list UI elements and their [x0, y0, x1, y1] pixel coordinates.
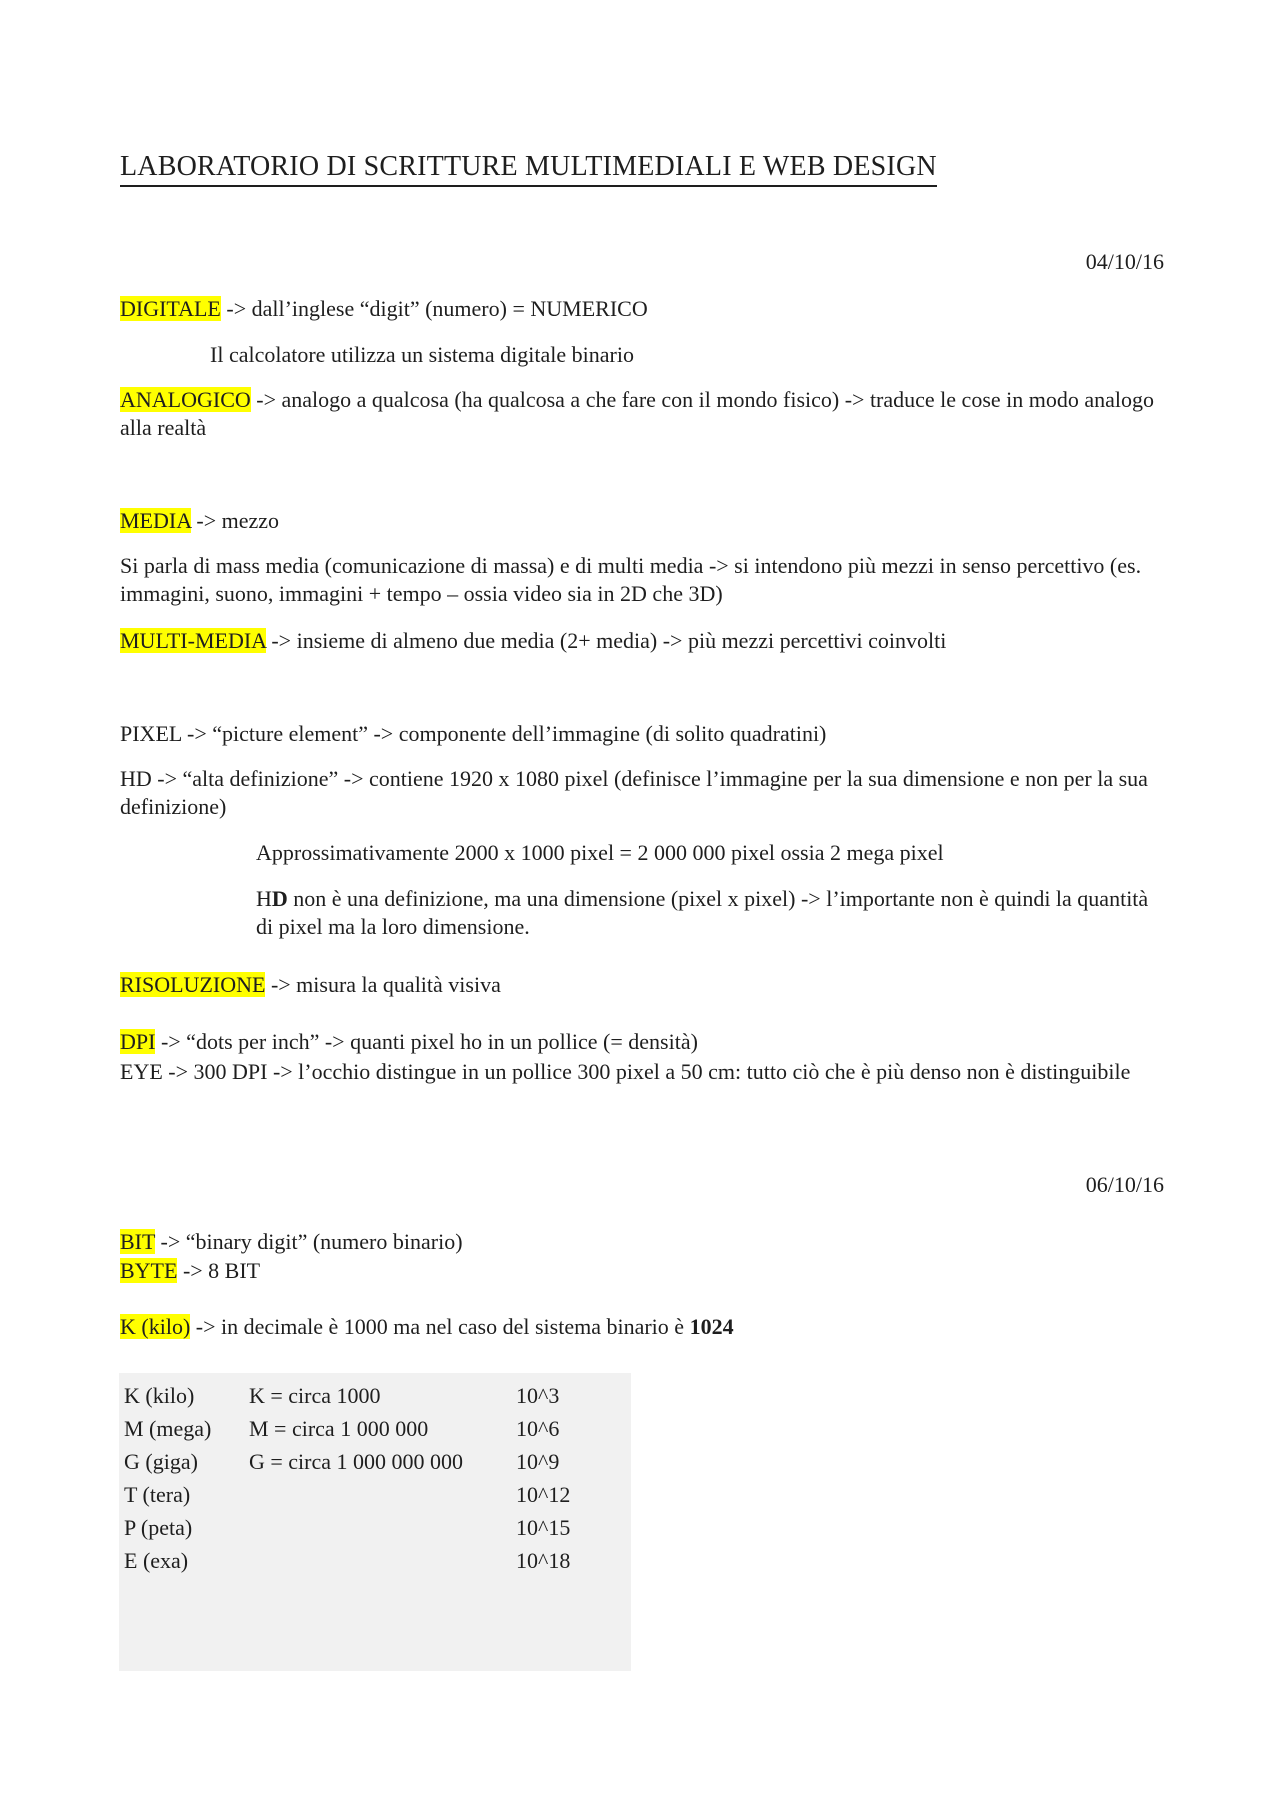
- unit-name: T (tera): [124, 1482, 191, 1507]
- unit-power: 10^12: [516, 1482, 571, 1507]
- def-eye: EYE -> 300 DPI -> l’occhio distingue in un pollice 300 pixel a 50 cm: tutto ciò che è più denso non è distinguibile: [120, 1059, 1131, 1084]
- def-analogico: [120, 386, 1164, 442]
- hd-note-text: non è una definizione, ma una dimensione (pixel x pixel) -> l’importante non è quindi la quantità di pixel ma la loro dimensione.: [256, 886, 1149, 939]
- term-byte: BYTE: [120, 1258, 178, 1283]
- table-row: [119, 1445, 570, 1478]
- def-dpi: [120, 1028, 1164, 1056]
- digitale-note: Il calcolatore utilizza un sistema digitale binario: [210, 342, 634, 367]
- term-digitale: DIGITALE: [120, 296, 221, 321]
- def-digitale: [120, 295, 1164, 323]
- def-media-text: -> mezzo: [190, 508, 280, 533]
- def-digitale-text: -> dall’inglese “digit” (numero) = NUMERICO: [220, 296, 648, 321]
- def-pixel: PIXEL -> “picture element” -> componente dell’immagine (di solito quadratini): [120, 721, 827, 746]
- unit-approx: [244, 1544, 511, 1577]
- unit-name: P (peta): [124, 1515, 193, 1540]
- def-risoluzione-text: -> misura la qualità visiva: [265, 972, 501, 997]
- hd-approx: Approssimativamente 2000 x 1000 pixel = 2 000 000 pixel ossia 2 mega pixel: [256, 840, 944, 865]
- unit-name: G (giga): [124, 1449, 198, 1474]
- def-media: [120, 507, 1164, 535]
- term-multimedia: MULTI-MEDIA: [120, 628, 266, 653]
- table-row: [119, 1544, 570, 1577]
- kilo-binary-value: 1024: [689, 1314, 734, 1339]
- unit-name: K (kilo): [124, 1383, 195, 1408]
- date-first: 04/10/16: [1085, 249, 1164, 274]
- def-dpi-text: -> “dots per inch” -> quanti pixel ho in un pollice (= densità): [155, 1029, 698, 1054]
- def-byte: [120, 1257, 1164, 1285]
- unit-approx: [244, 1478, 511, 1511]
- term-bit: BIT: [120, 1229, 156, 1254]
- def-multimedia-text: -> insieme di almeno due media (2+ media) -> più mezzi percettivi coinvolti: [265, 628, 947, 653]
- hd-note-d: D: [271, 886, 288, 911]
- document-title: LABORATORIO DI SCRITTURE MULTIMEDIALI E WEB DESIGN: [120, 150, 937, 187]
- def-kilo-text: -> in decimale è 1000 ma nel caso del sistema binario è: [190, 1314, 690, 1339]
- term-risoluzione: RISOLUZIONE: [120, 972, 266, 997]
- def-kilo: [120, 1313, 1164, 1341]
- term-analogico: ANALOGICO: [120, 387, 251, 412]
- term-dpi: DPI: [120, 1029, 156, 1054]
- def-risoluzione: [120, 971, 1164, 999]
- units-table: [119, 1373, 631, 1671]
- table-row: [119, 1379, 570, 1412]
- term-media: MEDIA: [120, 508, 191, 533]
- unit-power: 10^9: [516, 1449, 560, 1474]
- def-bit-text: -> “binary digit” (numero binario): [155, 1229, 463, 1254]
- term-kilo: K (kilo): [120, 1314, 191, 1339]
- unit-power: 10^3: [516, 1383, 560, 1408]
- date-second: 06/10/16: [1085, 1172, 1164, 1197]
- def-hd: HD -> “alta definizione” -> contiene 1920 x 1080 pixel (definisce l’immagine per la sua dimensione e non per la sua definizione): [120, 766, 1148, 819]
- unit-approx: G = circa 1 000 000 000: [249, 1449, 464, 1474]
- unit-approx: K = circa 1000: [249, 1383, 381, 1408]
- table-row: [119, 1478, 570, 1511]
- unit-power: 10^18: [516, 1548, 571, 1573]
- unit-approx: M = circa 1 000 000: [249, 1416, 429, 1441]
- hd-note: [256, 885, 1164, 941]
- unit-power: 10^15: [516, 1515, 571, 1540]
- table-row: [119, 1412, 570, 1445]
- def-byte-text: -> 8 BIT: [177, 1258, 261, 1283]
- def-analogico-text: -> analogo a qualcosa (ha qualcosa a che fare con il mondo fisico) -> traduce le cose in modo analogo alla realtà: [120, 387, 1155, 440]
- hd-note-h: H: [256, 886, 272, 911]
- unit-name: E (exa): [124, 1548, 189, 1573]
- unit-approx: [244, 1511, 511, 1544]
- def-bit: [120, 1228, 1164, 1256]
- unit-name: M (mega): [124, 1416, 212, 1441]
- media-description: Si parla di mass media (comunicazione di massa) e di multi media -> si intendono più mezzi in senso percettivo (es. immagini, suono, immagini + tempo – ossia video sia in 2D che 3D): [120, 553, 1142, 606]
- unit-power: 10^6: [516, 1416, 560, 1441]
- table-row: [119, 1511, 570, 1544]
- def-multimedia: [120, 627, 1164, 655]
